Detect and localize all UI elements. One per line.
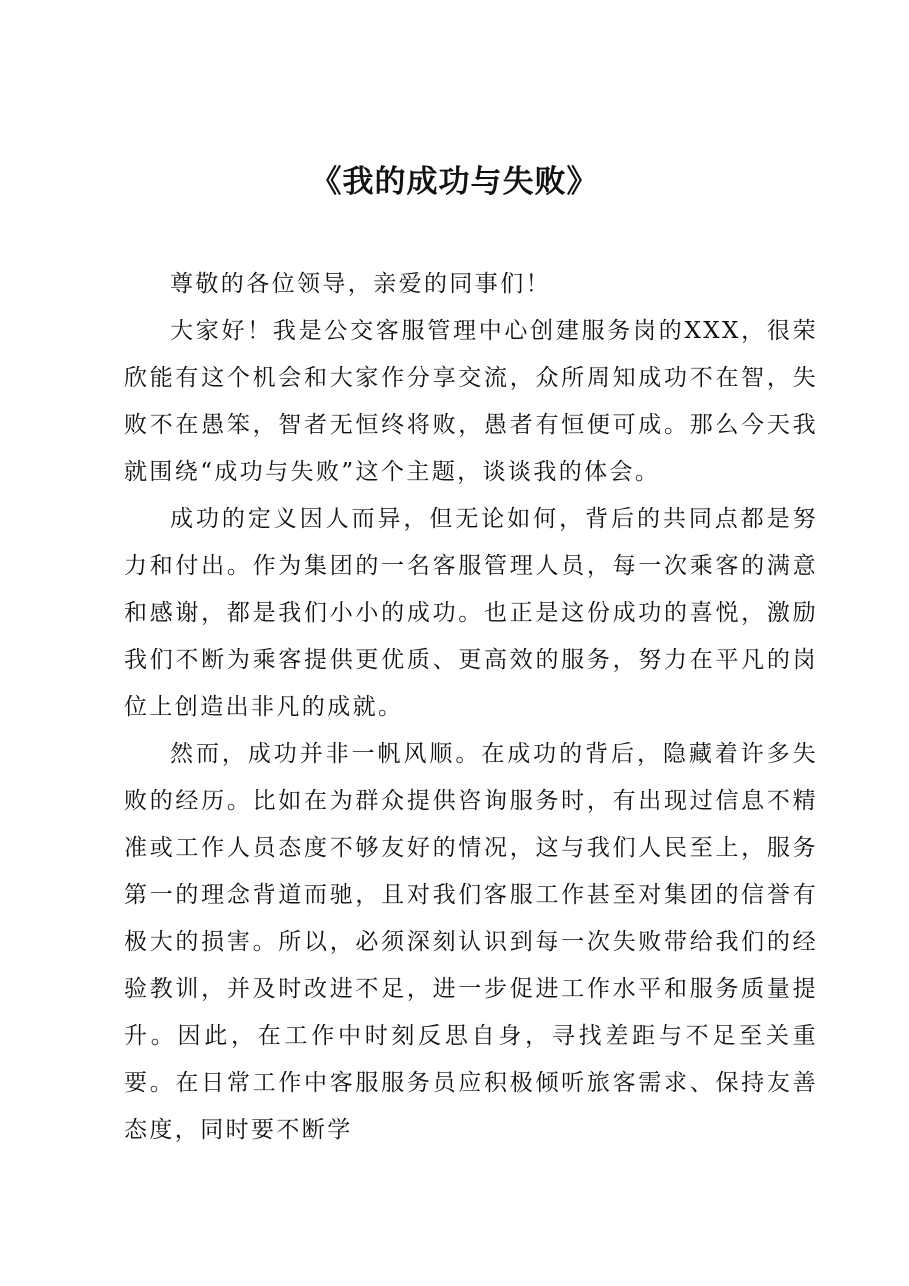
document-body <box>124 261 818 1154</box>
paragraph-salutation: 尊敬的各位领导，亲爱的同事们！ <box>170 271 551 297</box>
paragraph-failure: 然而，成功并非一帆风顺。在成功的背后，隐藏着许多失败的经历。比如在为群众提供咨询服务时，有出现过信息不精准或工作人员态度不够友好的情况，这与我们人民至上，服务第一的理念背道而驰，且对我们客服工作甚至对集团的信誉有极大的损害。所以，必须深刻认识到每一次失败带给我们的经验教训，并及时改进不足，进一步促进工作水平和服务质量提升。因此，在工作中时刻反思自身，寻找差距与不足至关重要。在日常工作中客服服务员应积极倾听旅客需求、保持友善态度，同时要不断学 <box>124 741 818 1143</box>
paragraph-introduction: 大家好！我是公交客服管理中心创建服务岗的XXX，很荣欣能有这个机会和大家作分享交流，众所周知成功不在智，失败不在愚笨，智者无恒终将败，愚者有恒便可成。那么今天我就围绕“成功与失败”这个主题，谈谈我的体会。 <box>124 318 818 485</box>
paragraph-success: 成功的定义因人而异，但无论如何，背后的共同点都是努力和付出。作为集团的一名客服管理人员，每一次乘客的满意和感谢，都是我们小小的成功。也正是这份成功的喜悦，激励我们不断为乘客提供更优质、更高效的服务，努力在平凡的岗位上创造出非凡的成就。 <box>124 506 818 720</box>
document-title: 《我的成功与失败》 <box>310 164 599 200</box>
